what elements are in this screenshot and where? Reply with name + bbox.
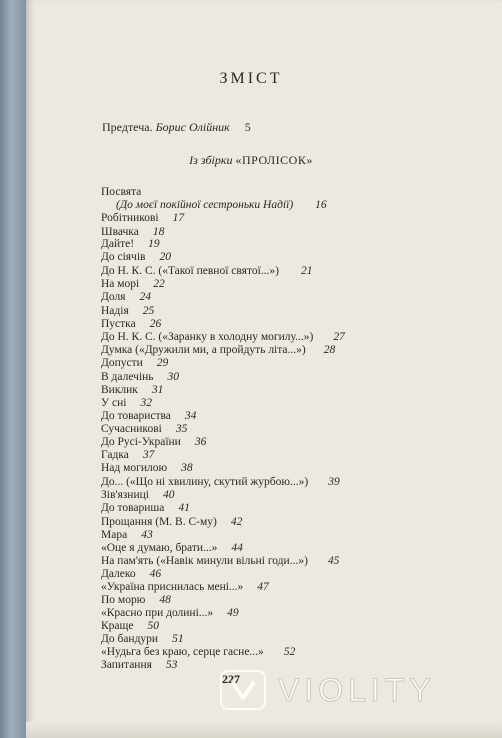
toc-entry-page: 32: [140, 397, 152, 409]
page-number: 227: [222, 672, 240, 686]
toc-entry: [101, 659, 177, 672]
toc-entry-page: 26: [149, 318, 162, 330]
toc-entry: [116, 199, 327, 212]
toc-entry-page: 31: [151, 384, 164, 396]
toc-entry-page: 34: [184, 410, 197, 422]
toc-entry: [101, 581, 269, 594]
toc-entry-page: 30: [167, 371, 180, 383]
toc-entry-title: Далеко: [101, 568, 136, 580]
toc-entry-title: До... («Що ні хвилину, скутий журбою...»): [101, 476, 309, 488]
preface-title: Предтеча.: [102, 120, 153, 134]
toc-entry-page: 40: [162, 489, 175, 501]
toc-entry-title: «Красно при долині...»: [101, 607, 214, 619]
violity-logo-icon: [220, 670, 266, 710]
toc-entry: [101, 331, 345, 344]
section-prefix: Із збірки: [189, 153, 236, 167]
toc-entry: [101, 291, 151, 304]
toc-entry-page: 41: [178, 502, 190, 514]
toc-entry-title: Краще: [101, 620, 134, 632]
toc-entry-title: Зів'язниці: [101, 489, 149, 501]
toc-entry: [101, 305, 154, 318]
toc-entry-title: На пам'ять («Навік минули вільні годи...»): [101, 555, 308, 567]
toc-entry-page: 45: [327, 555, 340, 567]
toc-entry: [101, 278, 165, 291]
toc-entry-title: До товариства: [101, 410, 171, 422]
toc-entry: [101, 436, 206, 449]
toc-entry-page: 29: [156, 357, 169, 369]
toc-entry: [101, 489, 174, 502]
toc-entry-title: По морю: [101, 594, 146, 606]
toc-entry-title: Швачка: [101, 226, 139, 238]
toc-entry-page: 46: [149, 568, 162, 580]
page-title: ЗМІСТ: [219, 70, 283, 87]
toc-entry: [101, 318, 161, 331]
toc-entry-title: Гадка: [101, 449, 129, 461]
toc-entry: [101, 542, 243, 555]
toc-entry: [101, 502, 190, 515]
toc-entry-page: 44: [231, 542, 243, 554]
toc-entry: [101, 212, 184, 225]
toc-entry-page: 42: [230, 516, 243, 528]
toc-entry-title: На морі: [101, 278, 140, 290]
toc-entry-title: «Нудьга без краю, серце гасне...»: [101, 646, 264, 658]
toc-entry-page: 28: [323, 344, 336, 356]
toc-entry-page: 27: [333, 331, 345, 343]
toc-entry-page: 19: [148, 238, 160, 250]
toc-entry: [101, 568, 161, 581]
toc-entry-title: Доля: [101, 291, 126, 303]
toc-entry-title: Запитання: [101, 659, 152, 671]
toc-entry: [101, 397, 152, 410]
toc-entry-page: 37: [142, 449, 155, 461]
toc-entry-page: 22: [153, 278, 165, 290]
toc-entry: [101, 594, 171, 607]
toc-entry: [101, 646, 295, 659]
toc-entry-title: Сучасникові: [101, 423, 162, 435]
toc-entry: [101, 607, 239, 620]
toc-entry: [101, 529, 153, 542]
toc-entry-page: 43: [141, 529, 153, 541]
toc-entry-title: Робітникові: [101, 212, 159, 224]
toc-entry: [101, 344, 335, 357]
section-title: «ПРОЛІСОК»: [235, 153, 313, 167]
toc-entry: [101, 462, 193, 475]
toc-entry: [101, 371, 179, 384]
toc-entry: [101, 620, 159, 633]
toc-entry-title: Прощання (М. В. С-му): [101, 516, 217, 528]
watermark: [220, 668, 482, 712]
toc-entry-page: 52: [283, 646, 296, 658]
toc-entry: [101, 265, 312, 278]
toc-entry-title: «Україна приснилась мені...»: [101, 581, 244, 593]
toc-entry-title: В далечінь: [101, 371, 154, 383]
toc-entry: [101, 186, 141, 199]
toc-entry-title: До товариша: [101, 502, 165, 514]
toc-entry: [101, 238, 160, 251]
toc-entry-page: 21: [300, 265, 313, 277]
toc-entry-title: Над могилою: [101, 462, 168, 474]
toc-entry-page: 20: [159, 251, 171, 263]
toc-entry-title: До Н. К. С. («Такої певної святої...»): [101, 265, 279, 277]
toc-entry: [101, 633, 184, 646]
toc-entry-title: До Н. К. С. («Заранку в холодну могилу...»): [101, 331, 314, 343]
toc-entry-page: 51: [172, 633, 184, 645]
toc-entry-title: Думка («Дружили ми, а пройдуть літа...»): [101, 344, 306, 356]
preface-page: 5: [244, 120, 251, 134]
toc-entry-page: 49: [227, 607, 239, 619]
toc-entry-title: Посвята: [101, 186, 142, 198]
toc-entry-title: Дайте!: [101, 238, 135, 250]
toc-entry: [101, 410, 196, 423]
toc-entry-page: 24: [139, 291, 151, 303]
toc-entry-title: Мара: [101, 529, 128, 541]
toc-entry-title: (До моєї покійної сестроньки Надії): [116, 199, 294, 211]
toc-entry-page: 47: [257, 581, 269, 593]
toc-entry-page: 35: [175, 423, 188, 435]
toc-entry-page: 50: [147, 620, 159, 632]
toc-entry-page: 16: [315, 199, 327, 211]
toc-entry-title: До Русі-України: [101, 436, 181, 448]
toc-entry-page: 17: [172, 212, 185, 224]
toc-entry: [101, 251, 171, 264]
toc-entry: [101, 384, 163, 397]
toc-entry-page: 53: [165, 659, 178, 671]
toc-entry-title: До сіячів: [101, 251, 146, 263]
toc-entry-page: 38: [181, 462, 193, 474]
toc-entry-title: Допусти: [101, 357, 143, 369]
toc-entry-title: У сні: [101, 397, 127, 409]
toc-entry-title: Надія: [101, 305, 129, 317]
toc-entry: [101, 516, 242, 529]
watermark-text: VIOLITY: [278, 671, 436, 708]
toc-entry-page: 48: [159, 594, 171, 606]
toc-entry-page: 36: [194, 436, 207, 448]
toc-entry-title: Пустка: [101, 318, 136, 330]
toc-entry: [101, 357, 168, 370]
toc-entry-page: 18: [152, 226, 165, 238]
preface-author: Борис Олійник: [155, 120, 230, 134]
toc-entry: [101, 476, 340, 489]
toc-entry-page: 25: [142, 305, 155, 317]
toc-entry-title: «Оце я думаю, брати...»: [101, 542, 218, 554]
toc-entry-title: До бандури: [101, 633, 159, 645]
toc-entry-page: 39: [328, 476, 340, 488]
toc-entry: [101, 555, 339, 568]
toc-entry: [101, 449, 154, 462]
toc-entry-title: Виклик: [101, 384, 138, 396]
toc-entry: [101, 423, 187, 436]
